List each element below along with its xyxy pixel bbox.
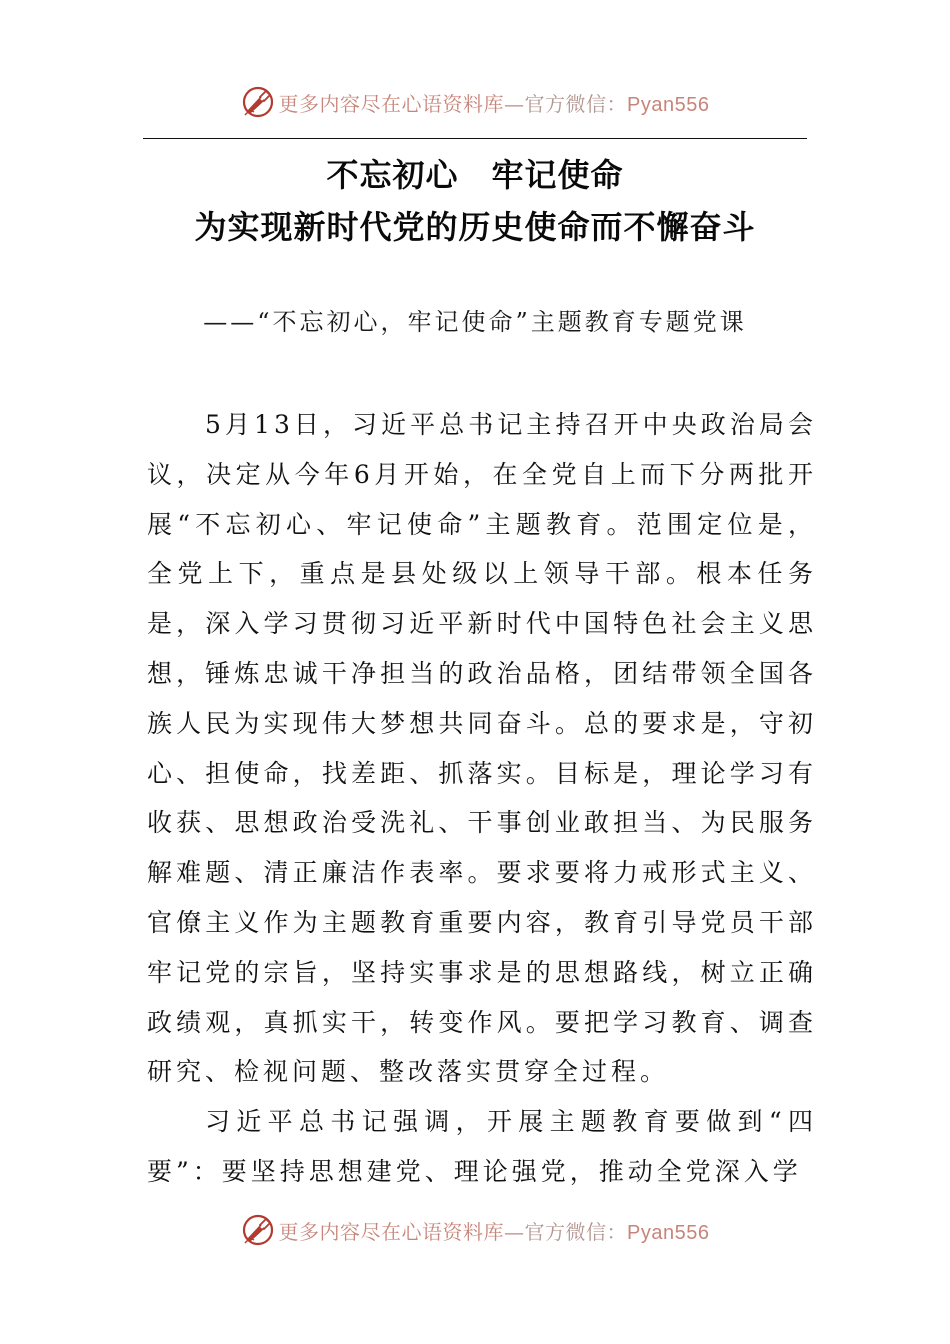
- watermark-label: 官方微信：: [524, 91, 628, 116]
- document-subtitle: ——“不忘初心，牢记使命”主题教育专题党课: [203, 308, 747, 336]
- watermark-text: [279, 88, 710, 117]
- body-paragraph-1: 5月13日，习近平总书记主持召开中央政治局会议，决定从今年6月开始，在全党自上而下分两批开展“不忘初心、牢记使命”主题教育。范围定位是，全党上下，重点是县处级以上领导干部。根本任务是，深入学习贯彻习近平新时代中国特色社会主义思想，锤炼忠诚干净担当的政治品格，团结带领全国各族人民为实现伟大梦想共同奋斗。总的要求是，守初心、担使命，找差距、抓落实。目标是，理论学习有收获、思想政治受洗礼、干事创业敢担当、为民服务解难题、清正廉洁作表率。要求要将力戒形式主义、官僚主义作为主题教育重要内容，教育引导党员干部牢记党的宗旨，坚持实事求是的思想路线，树立正确政绩观，真抓实干，转变作风。要把学习教育、调查研究、检视问题、整改落实贯穿全过程。: [147, 410, 817, 1087]
- body-paragraph-2: 习近平总书记强调，开展主题教育要做到“四要”：要坚持思想建党、理论强党，推动全党深入学: [147, 1107, 817, 1186]
- watermark-site-text: 更多内容尽在心语资料库: [278, 1219, 505, 1244]
- pen-nib-logo-icon: [241, 1213, 275, 1247]
- document-title-line-2: 为实现新时代党的历史使命而不懈奋斗: [194, 208, 756, 246]
- watermark-wechat-id: Pyan556: [627, 1221, 710, 1244]
- footer-watermark: [0, 1210, 950, 1250]
- document-title-line-1: 不忘初心 牢记使命: [326, 156, 624, 194]
- watermark-label: 官方微信：: [524, 1219, 628, 1244]
- document-body: [147, 400, 817, 1197]
- header-divider: [143, 138, 807, 139]
- watermark-separator: —: [504, 91, 525, 116]
- watermark-wechat-id: Pyan556: [627, 93, 710, 116]
- watermark-separator: —: [504, 1219, 525, 1244]
- header-watermark: [0, 82, 950, 122]
- watermark-text: [279, 1216, 710, 1245]
- pen-nib-logo-icon: [241, 85, 275, 119]
- watermark-site-text: 更多内容尽在心语资料库: [278, 91, 505, 116]
